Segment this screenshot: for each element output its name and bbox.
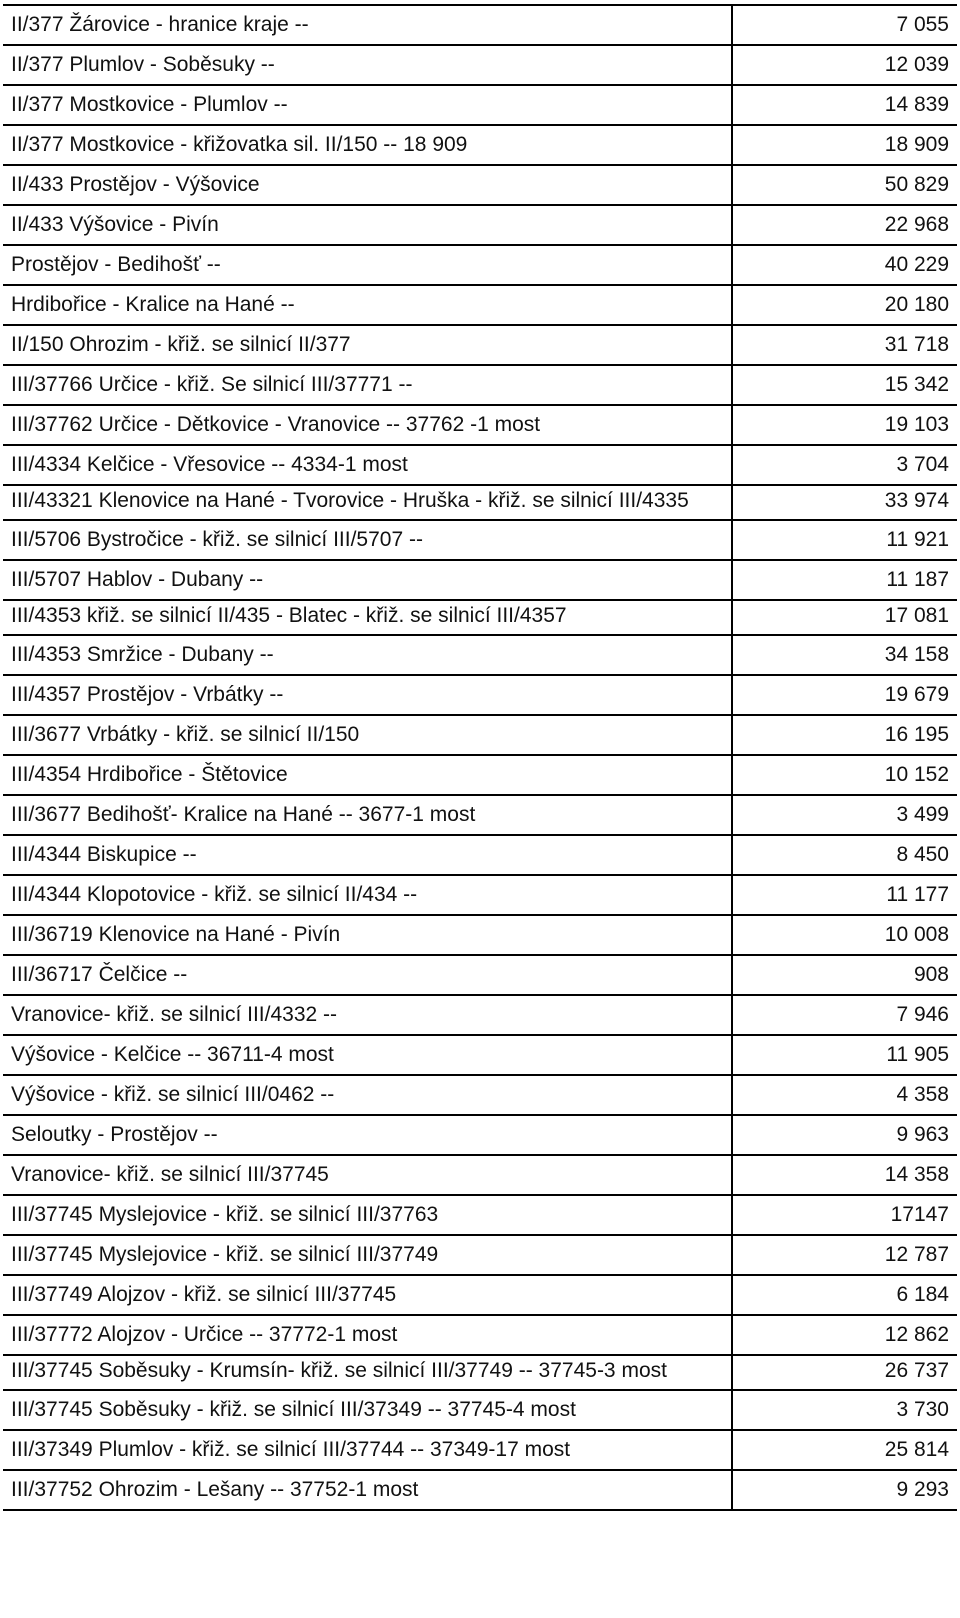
- road-section-cell: Seloutky - Prostějov --: [3, 1115, 732, 1155]
- amount-cell: 18 909: [732, 125, 957, 165]
- road-section-cell: III/37745 Myslejovice - křiž. se silnicí III/37763: [3, 1195, 732, 1235]
- table-row: [3, 325, 957, 365]
- amount-cell: 9 293: [732, 1470, 957, 1510]
- road-section-cell: Výšovice - křiž. se silnicí III/0462 --: [3, 1075, 732, 1115]
- amount-cell: 12 862: [732, 1315, 957, 1355]
- amount-cell: 20 180: [732, 285, 957, 325]
- amount-cell: 3 730: [732, 1390, 957, 1430]
- table-row: [3, 560, 957, 600]
- amount-cell: 10 152: [732, 755, 957, 795]
- road-section-cell: Vranovice- křiž. se silnicí III/37745: [3, 1155, 732, 1195]
- road-cost-table: [3, 4, 957, 1511]
- amount-cell: 7 946: [732, 995, 957, 1035]
- table-row: [3, 45, 957, 85]
- road-section-cell: III/4353 křiž. se silnicí II/435 - Blatec - křiž. se silnicí III/4357: [3, 600, 732, 635]
- road-section-cell: III/4353 Smržice - Dubany --: [3, 635, 732, 675]
- road-section-cell: II/377 Mostkovice - Plumlov --: [3, 85, 732, 125]
- amount-cell: 50 829: [732, 165, 957, 205]
- table-row: [3, 1035, 957, 1075]
- amount-cell: 4 358: [732, 1075, 957, 1115]
- table-row: [3, 1315, 957, 1355]
- amount-cell: 17 081: [732, 600, 957, 635]
- table-body: [3, 5, 957, 1510]
- road-section-cell: II/377 Mostkovice - křižovatka sil. II/150 -- 18 909: [3, 125, 732, 165]
- road-section-cell: II/377 Žárovice - hranice kraje --: [3, 5, 732, 45]
- amount-cell: 908: [732, 955, 957, 995]
- amount-cell: 16 195: [732, 715, 957, 755]
- table-row: [3, 165, 957, 205]
- table-row: [3, 715, 957, 755]
- road-section-cell: III/4344 Biskupice --: [3, 835, 732, 875]
- table-row: [3, 365, 957, 405]
- road-section-cell: III/5707 Hablov - Dubany --: [3, 560, 732, 600]
- amount-cell: 11 177: [732, 875, 957, 915]
- amount-cell: 3 499: [732, 795, 957, 835]
- table-row: [3, 875, 957, 915]
- table-row: [3, 245, 957, 285]
- table-row: [3, 1155, 957, 1195]
- road-section-cell: III/4334 Kelčice - Vřesovice -- 4334-1 most: [3, 445, 732, 485]
- amount-cell: 9 963: [732, 1115, 957, 1155]
- amount-cell: 31 718: [732, 325, 957, 365]
- table-row: [3, 1115, 957, 1155]
- amount-cell: 40 229: [732, 245, 957, 285]
- road-section-cell: III/37766 Určice - křiž. Se silnicí III/37771 --: [3, 365, 732, 405]
- amount-cell: 6 184: [732, 1275, 957, 1315]
- table-row: [3, 5, 957, 45]
- road-section-cell: III/36719 Klenovice na Hané - Pivín: [3, 915, 732, 955]
- amount-cell: 14 839: [732, 85, 957, 125]
- amount-cell: 17147: [732, 1195, 957, 1235]
- amount-cell: 3 704: [732, 445, 957, 485]
- table-row: [3, 1430, 957, 1470]
- road-section-cell: III/43321 Klenovice na Hané - Tvorovice - Hruška - křiž. se silnicí III/4335: [3, 485, 732, 520]
- road-section-cell: III/37745 Soběsuky - Krumsín- křiž. se silnicí III/37749 -- 37745-3 most: [3, 1355, 732, 1390]
- road-section-cell: III/4354 Hrdibořice - Štětovice: [3, 755, 732, 795]
- table-row: [3, 125, 957, 165]
- table-row: [3, 1355, 957, 1390]
- road-section-cell: II/377 Plumlov - Soběsuky --: [3, 45, 732, 85]
- road-section-cell: III/37745 Soběsuky - křiž. se silnicí III/37349 -- 37745-4 most: [3, 1390, 732, 1430]
- amount-cell: 10 008: [732, 915, 957, 955]
- table-row: [3, 285, 957, 325]
- amount-cell: 22 968: [732, 205, 957, 245]
- amount-cell: 34 158: [732, 635, 957, 675]
- table-row: [3, 955, 957, 995]
- table-row: [3, 795, 957, 835]
- amount-cell: 11 905: [732, 1035, 957, 1075]
- amount-cell: 19 679: [732, 675, 957, 715]
- amount-cell: 11 921: [732, 520, 957, 560]
- table-row: [3, 85, 957, 125]
- road-section-cell: III/4344 Klopotovice - křiž. se silnicí II/434 --: [3, 875, 732, 915]
- table-row: [3, 1470, 957, 1510]
- road-section-cell: III/37749 Alojzov - křiž. se silnicí III/37745: [3, 1275, 732, 1315]
- table-row: [3, 1195, 957, 1235]
- road-section-cell: III/37752 Ohrozim - Lešany -- 37752-1 most: [3, 1470, 732, 1510]
- road-section-cell: III/37762 Určice - Dětkovice - Vranovice -- 37762 -1 most: [3, 405, 732, 445]
- table-row: [3, 915, 957, 955]
- amount-cell: 15 342: [732, 365, 957, 405]
- road-section-cell: III/37349 Plumlov - křiž. se silnicí III/37744 -- 37349-17 most: [3, 1430, 732, 1470]
- table-row: [3, 675, 957, 715]
- table-row: [3, 445, 957, 485]
- road-section-cell: II/433 Výšovice - Pivín: [3, 205, 732, 245]
- table-row: [3, 995, 957, 1035]
- road-section-cell: III/37745 Myslejovice - křiž. se silnicí III/37749: [3, 1235, 732, 1275]
- amount-cell: 8 450: [732, 835, 957, 875]
- table-row: [3, 485, 957, 520]
- road-section-cell: III/3677 Vrbátky - křiž. se silnicí II/150: [3, 715, 732, 755]
- road-section-cell: II/150 Ohrozim - křiž. se silnicí II/377: [3, 325, 732, 365]
- table-row: [3, 520, 957, 560]
- table-row: [3, 1235, 957, 1275]
- road-section-cell: Výšovice - Kelčice -- 36711-4 most: [3, 1035, 732, 1075]
- road-section-cell: III/3677 Bedihošť- Kralice na Hané -- 3677-1 most: [3, 795, 732, 835]
- road-section-cell: Prostějov - Bedihošť --: [3, 245, 732, 285]
- amount-cell: 14 358: [732, 1155, 957, 1195]
- table-row: [3, 635, 957, 675]
- road-section-cell: III/37772 Alojzov - Určice -- 37772-1 most: [3, 1315, 732, 1355]
- amount-cell: 12 039: [732, 45, 957, 85]
- amount-cell: 19 103: [732, 405, 957, 445]
- amount-cell: 12 787: [732, 1235, 957, 1275]
- amount-cell: 33 974: [732, 485, 957, 520]
- table-row: [3, 755, 957, 795]
- road-section-cell: III/5706 Bystročice - křiž. se silnicí III/5707 --: [3, 520, 732, 560]
- table-row: [3, 405, 957, 445]
- amount-cell: 25 814: [732, 1430, 957, 1470]
- amount-cell: 11 187: [732, 560, 957, 600]
- table-row: [3, 835, 957, 875]
- table-row: [3, 600, 957, 635]
- amount-cell: 26 737: [732, 1355, 957, 1390]
- table-row: [3, 1275, 957, 1315]
- amount-cell: 7 055: [732, 5, 957, 45]
- table-row: [3, 205, 957, 245]
- road-section-cell: III/4357 Prostějov - Vrbátky --: [3, 675, 732, 715]
- road-section-cell: III/36717 Čelčice --: [3, 955, 732, 995]
- road-section-cell: II/433 Prostějov - Výšovice: [3, 165, 732, 205]
- road-section-cell: Hrdibořice - Kralice na Hané --: [3, 285, 732, 325]
- road-section-cell: Vranovice- křiž. se silnicí III/4332 --: [3, 995, 732, 1035]
- table-row: [3, 1390, 957, 1430]
- table-row: [3, 1075, 957, 1115]
